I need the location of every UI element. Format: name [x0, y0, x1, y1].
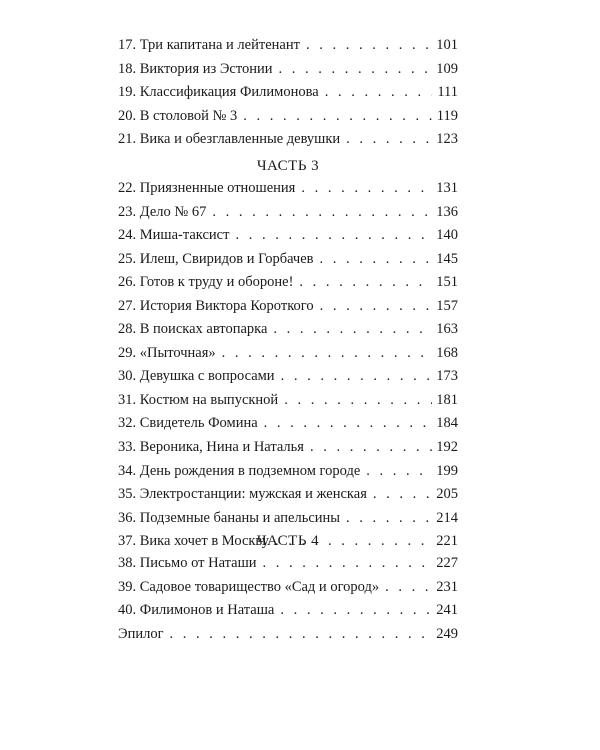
entry-page: 241	[436, 602, 458, 619]
toc-entry[interactable]	[118, 201, 458, 225]
dot-leader	[273, 318, 432, 342]
part-heading-4: ЧАСТЬ 4	[256, 533, 320, 549]
entry-page: 221	[436, 533, 458, 550]
dot-leader	[346, 507, 432, 531]
dot-leader	[325, 81, 432, 105]
entry-title: 26. Готов к труду и обороне!	[118, 274, 294, 291]
dot-leader	[320, 295, 432, 319]
toc-entry[interactable]	[118, 389, 458, 413]
entry-title: 32. Свидетель Фомина	[118, 415, 258, 432]
entry-title: 24. Миша-таксист	[118, 227, 230, 244]
entry-page: 231	[436, 578, 458, 595]
entry-title: 39. Садовое товарищество «Сад и огород»	[118, 578, 380, 595]
entry-page: 199	[436, 462, 458, 479]
entry-page: 151	[436, 274, 458, 291]
entry-page: 145	[436, 250, 458, 267]
entry-title: 22. Приязненные отношения	[118, 180, 296, 196]
dot-leader	[243, 105, 432, 129]
toc-entry[interactable]	[118, 412, 458, 436]
entry-page: 123	[436, 131, 458, 148]
entry-title: 27. История Виктора Короткого	[118, 297, 314, 314]
toc-entry[interactable]	[118, 58, 458, 82]
dot-leader	[299, 271, 432, 295]
toc-entry[interactable]	[118, 34, 458, 58]
dot-leader	[170, 623, 432, 647]
toc-entry[interactable]	[118, 128, 458, 152]
entry-page: 131	[436, 180, 458, 196]
toc-list-part-2-continued	[118, 34, 458, 152]
toc-entry[interactable]	[118, 460, 458, 484]
entry-page: 109	[436, 60, 458, 77]
dot-leader	[280, 599, 432, 623]
toc-list-part-4	[118, 552, 458, 646]
dot-leader	[385, 576, 432, 600]
entry-page: 192	[436, 439, 458, 456]
toc-entry[interactable]	[118, 576, 458, 600]
entry-title: 35. Электростанции: мужская и женская	[118, 486, 367, 503]
entry-title: 19. Классификация Филимонова	[118, 84, 319, 101]
entry-title: Эпилог	[118, 625, 164, 642]
entry-title: 17. Три капитана и лейтенант	[118, 37, 300, 53]
entry-page: 249	[436, 625, 458, 642]
dot-leader	[222, 342, 432, 366]
entry-page: 181	[436, 391, 458, 408]
entry-title: 28. В поисках автопарка	[118, 321, 268, 338]
toc-entry[interactable]	[118, 177, 458, 201]
dot-leader	[320, 248, 433, 272]
dot-leader	[281, 365, 432, 389]
toc-entry[interactable]	[118, 295, 458, 319]
entry-title: 29. «Пыточная»	[118, 344, 216, 361]
entry-page: 101	[436, 37, 458, 53]
toc-entry[interactable]	[118, 507, 458, 531]
dot-leader	[373, 483, 432, 507]
entry-page: 119	[436, 107, 458, 124]
dot-leader	[310, 436, 432, 460]
entry-title: 20. В столовой № 3	[118, 107, 238, 124]
toc-list-part-3	[118, 177, 458, 554]
dot-leader	[284, 389, 432, 413]
dot-leader	[235, 224, 432, 248]
entry-title: 31. Костюм на выпускной	[118, 391, 279, 408]
entry-title: 36. Подземные бананы и апельсины	[118, 509, 341, 526]
entry-title: 18. Виктория из Эстонии	[118, 60, 273, 77]
entry-page: 227	[436, 555, 458, 571]
toc-entry[interactable]	[118, 599, 458, 623]
entry-title: 30. Девушка с вопросами	[118, 368, 275, 385]
toc-entry[interactable]	[118, 483, 458, 507]
entry-page: 173	[436, 368, 458, 385]
entry-page: 140	[436, 227, 458, 244]
dot-leader	[346, 128, 432, 152]
entry-page: 168	[436, 344, 458, 361]
toc-entry[interactable]	[118, 365, 458, 389]
entry-page: 184	[436, 415, 458, 432]
entry-title: 38. Письмо от Наташи	[118, 555, 257, 571]
entry-title: 33. Вероника, Нина и Наталья	[118, 439, 304, 456]
entry-page: 163	[436, 321, 458, 338]
toc-entry[interactable]	[118, 105, 458, 129]
entry-title: 21. Вика и обезглавленные девушки	[118, 131, 341, 148]
entry-title: 25. Илеш, Свиридов и Горбачев	[118, 250, 314, 267]
dot-leader	[279, 58, 432, 82]
toc-entry[interactable]	[118, 342, 458, 366]
dot-leader	[301, 177, 432, 201]
toc-entry[interactable]	[118, 271, 458, 295]
entry-page: 205	[436, 486, 458, 503]
dot-leader	[212, 201, 432, 225]
entry-title: 34. День рождения в подземном городе	[118, 462, 361, 479]
toc-entry[interactable]	[118, 248, 458, 272]
toc-entry[interactable]	[118, 623, 458, 647]
entry-page: 136	[436, 203, 458, 220]
entry-page: 111	[437, 84, 458, 101]
dot-leader	[366, 460, 432, 484]
entry-title: 37. Вика хочет в Москву	[118, 533, 270, 550]
toc-entry[interactable]	[118, 436, 458, 460]
toc-entry[interactable]	[118, 224, 458, 248]
toc-entry[interactable]	[118, 318, 458, 342]
toc-entry[interactable]	[118, 81, 458, 105]
entry-page: 214	[436, 509, 458, 526]
entry-page: 157	[436, 297, 458, 314]
dot-leader	[264, 412, 432, 436]
entry-title: 23. Дело № 67	[118, 203, 207, 220]
dot-leader	[263, 552, 432, 576]
part-heading-3: ЧАСТЬ 3	[256, 158, 320, 174]
entry-title: 40. Филимонов и Наташа	[118, 602, 275, 619]
dot-leader	[306, 34, 432, 58]
toc-entry[interactable]	[118, 552, 458, 576]
